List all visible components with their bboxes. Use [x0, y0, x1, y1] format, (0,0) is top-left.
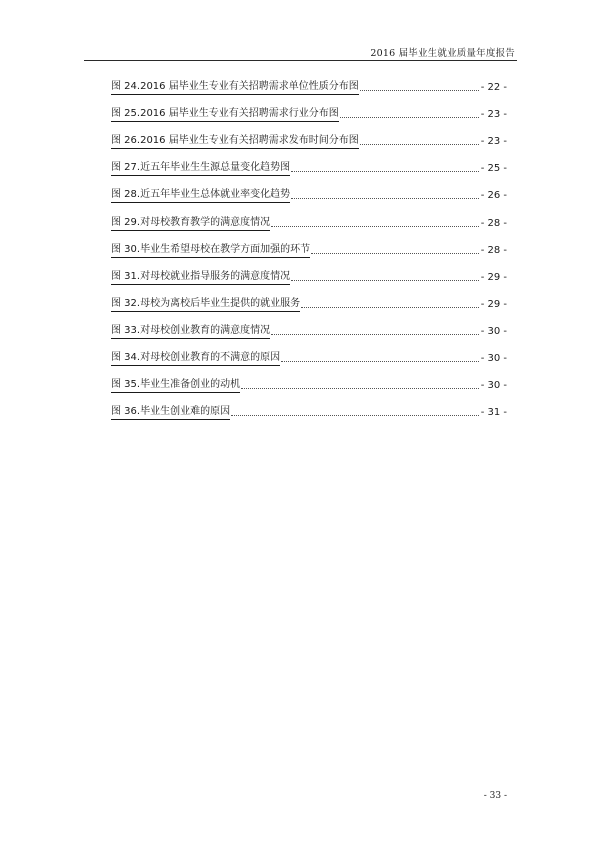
toc-entry-label[interactable]: 图 33.对母校创业教育的满意度情况 [111, 324, 270, 339]
toc-entry-label[interactable]: 图 30.毕业生希望母校在教学方面加强的环节 [111, 243, 310, 258]
toc-entry-page: - 30 - [480, 380, 507, 392]
toc-entry-label[interactable]: 图 31.对母校就业指导服务的满意度情况 [111, 270, 290, 285]
toc-entry[interactable] [111, 366, 507, 393]
toc-entry-label[interactable]: 图 34.对母校创业教育的不满意的原因 [111, 351, 280, 366]
toc-entry-page: - 25 - [480, 163, 507, 175]
page-number: - 33 - [483, 791, 507, 801]
toc-entry[interactable] [111, 122, 507, 149]
toc-entry-label[interactable]: 图 35.毕业生准备创业的动机 [111, 378, 240, 393]
toc-entry[interactable] [111, 312, 507, 339]
toc-entry-label[interactable]: 图 24.2016 届毕业生专业有关招聘需求单位性质分布图 [111, 80, 359, 95]
toc-entry-page: - 31 - [480, 407, 507, 419]
dot-leader [360, 89, 479, 91]
toc-entry-label[interactable]: 图 36.毕业生创业难的原因 [111, 405, 230, 420]
toc-entry-page: - 28 - [480, 217, 507, 229]
toc-entry-page: - 30 - [480, 353, 507, 365]
toc-entry-label[interactable]: 图 27.近五年毕业生生源总量变化趋势图 [111, 161, 290, 176]
toc-entry[interactable] [111, 339, 507, 366]
toc-entry-page: - 29 - [480, 298, 507, 310]
dot-leader [360, 143, 479, 145]
toc-entry[interactable] [111, 95, 507, 122]
toc-entry-page: - 23 - [480, 136, 507, 148]
toc-entry[interactable] [111, 393, 507, 420]
toc-entry[interactable] [111, 149, 507, 176]
toc-entry[interactable] [111, 203, 507, 230]
toc-entry-page: - 29 - [480, 271, 507, 283]
dot-leader [271, 333, 479, 335]
toc-entry-page: - 30 - [480, 325, 507, 337]
toc-entry[interactable] [111, 231, 507, 258]
dot-leader [281, 360, 479, 362]
toc-entry-page: - 26 - [480, 190, 507, 202]
figure-list [111, 68, 507, 420]
dot-leader [291, 197, 479, 199]
toc-entry-page: - 22 - [480, 82, 507, 94]
dot-leader [241, 387, 479, 389]
toc-entry[interactable] [111, 258, 507, 285]
report-title: 2016 届毕业生就业质量年度报告 [370, 48, 515, 59]
dot-leader [291, 170, 479, 172]
toc-entry[interactable] [111, 176, 507, 203]
page-header [84, 40, 517, 61]
toc-entry[interactable] [111, 285, 507, 312]
dot-leader [340, 116, 479, 118]
dot-leader [301, 306, 479, 308]
toc-entry-label[interactable]: 图 25.2016 届毕业生专业有关招聘需求行业分布图 [111, 107, 339, 122]
dot-leader [231, 414, 479, 416]
toc-entry-label[interactable]: 图 26.2016 届毕业生专业有关招聘需求发布时间分布图 [111, 134, 359, 149]
dot-leader [271, 225, 479, 227]
dot-leader [311, 252, 479, 254]
toc-entry-label[interactable]: 图 28.近五年毕业生总体就业率变化趋势 [111, 188, 290, 203]
toc-entry-page: - 28 - [480, 244, 507, 256]
toc-entry-page: - 23 - [480, 109, 507, 121]
toc-entry-label[interactable]: 图 32.母校为离校后毕业生提供的就业服务 [111, 297, 300, 312]
dot-leader [291, 279, 479, 281]
toc-entry-label[interactable]: 图 29.对母校教育教学的满意度情况 [111, 216, 270, 231]
toc-entry[interactable] [111, 68, 507, 95]
